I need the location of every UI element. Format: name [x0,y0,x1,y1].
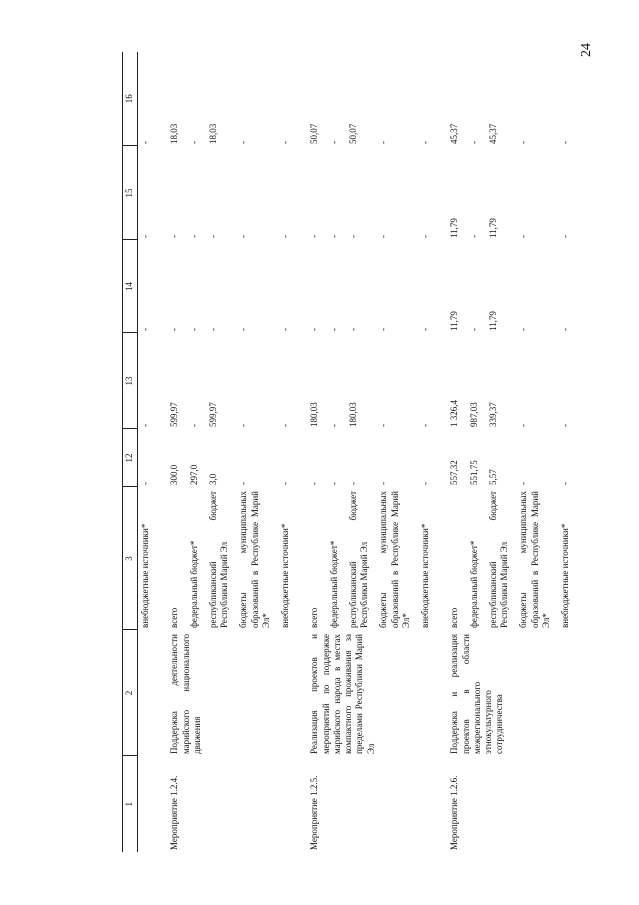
value-cell: - [140,424,150,427]
column-header: 14 [123,240,138,333]
measure-name-cell: Реализация проектов и мероприятий по поддержке марийского народа в местах компактного проживания за пределами Республики Марий Эл [309,634,376,754]
funding-table [122,52,577,852]
value-cell: - [378,424,389,427]
funding-source-cell: внебюджетные источники* [140,523,150,628]
value-cell: 45,37 [487,123,498,144]
value-cell: - [140,235,150,238]
value-cell: - [560,235,570,238]
spacer-cell [437,52,447,852]
value-cell: - [140,141,150,144]
value-cell: - [518,482,529,485]
value-cell: - [280,424,290,427]
funding-source-cell: бюджеты муниципальных образований в Республике Марий Эл* [238,491,271,628]
value-cell: 50,07 [309,123,320,144]
value-cell: 3,0 [207,473,218,485]
value-cell: - [328,328,339,331]
empty-cell [138,756,158,852]
value-cell: 11,79 [487,311,498,331]
value-cell: - [420,328,430,331]
value-cell: - [328,482,339,485]
value-cell: - [420,141,430,144]
value-cell: 180,03 [309,402,320,427]
value-cell: 551,75 [468,460,479,485]
value-cell: - [518,235,529,238]
rotated-table-container [122,52,627,852]
column-header: 3 [123,487,138,630]
value-cell: - [468,235,479,238]
value-cell: 11,79 [487,218,498,238]
funding-source-cell: внебюджетные источники* [420,523,430,628]
value-cell: - [378,235,389,238]
value-cell: - [378,328,389,331]
value-cell: 18,03 [207,123,218,144]
value-cell: - [560,482,570,485]
value-cell: - [280,482,290,485]
value-cell: 50,07 [347,123,358,144]
funding-source-cell: республиканский бюджет Республики Марий Эл [487,491,509,628]
table-header [123,52,138,852]
value-cell: - [560,328,570,331]
value-cell: - [169,235,180,238]
table-row [138,52,158,852]
table-row [167,52,186,852]
value-cell: - [309,328,320,331]
value-cell: - [238,141,249,144]
value-cell: - [188,141,199,144]
value-cell: 557,32 [449,460,460,485]
value-cell: - [140,482,150,485]
spacer-row [437,52,447,852]
value-cell: 599,97 [207,402,218,427]
value-cell: 45,37 [449,123,460,144]
value-cell: - [328,235,339,238]
value-cell: - [468,141,479,144]
funding-source-cell: внебюджетные источники* [560,523,570,628]
value-cell: - [420,424,430,427]
value-cell: - [207,328,218,331]
value-cell: - [420,235,430,238]
funding-source-cell: всего [169,607,180,628]
empty-cell [138,630,158,756]
column-header: 16 [123,52,138,146]
value-cell: - [328,141,339,144]
value-cell: - [347,235,358,238]
value-cell: 11,79 [449,218,460,238]
measure-code-cell: Мероприятие 1.2.4. [169,775,180,850]
value-cell: - [347,482,358,485]
value-cell: - [518,424,529,427]
value-cell: - [560,141,570,144]
measure-name-cell: Поддержка деятельности марийского национального движения [169,634,202,754]
funding-source-cell: федеральный бюджет* [328,540,339,628]
value-cell: - [238,424,249,427]
column-header: 13 [123,333,138,429]
spacer-row [297,52,307,852]
value-cell: - [238,235,249,238]
value-cell: 11,79 [449,311,460,331]
value-cell: - [169,328,180,331]
value-cell: - [378,482,389,485]
page-number: 24 [579,43,594,57]
table-row [447,52,466,852]
value-cell: - [347,328,358,331]
value-cell: - [207,235,218,238]
value-cell: - [280,141,290,144]
funding-source-cell: бюджеты муниципальных образований в Республике Марий Эл* [518,491,551,628]
value-cell: - [420,482,430,485]
value-cell: - [188,328,199,331]
value-cell: - [188,235,199,238]
value-cell: 18,03 [169,123,180,144]
value-cell: - [238,482,249,485]
funding-source-cell: бюджеты муниципальных образований в Республике Марий Эл* [378,491,411,628]
measure-code-cell: Мероприятие 1.2.5. [309,775,320,850]
funding-source-cell: республиканский бюджет Республики Марий Эл [347,491,369,628]
value-cell: 1 326,4 [449,400,460,427]
column-header: 15 [123,146,138,240]
value-cell: 180,03 [347,402,358,427]
value-cell: - [560,424,570,427]
value-cell: - [188,424,199,427]
column-header: 12 [123,429,138,487]
column-header: 1 [123,756,138,852]
measure-code-cell: Мероприятие 1.2.6. [449,775,460,850]
value-cell: - [238,328,249,331]
value-cell: 339,37 [487,402,498,427]
funding-source-cell: федеральный бюджет* [468,540,479,628]
value-cell: 5,57 [487,469,498,485]
value-cell: - [309,482,320,485]
value-cell: 599,97 [169,402,180,427]
value-cell: 297,0 [188,464,199,485]
value-cell: - [140,328,150,331]
value-cell: - [280,328,290,331]
value-cell: 300,0 [169,464,180,485]
spacer-row [157,52,167,852]
value-cell: - [518,328,529,331]
table-body [138,52,578,852]
funding-source-cell: республиканский бюджет Республики Марий Эл [207,491,229,628]
value-cell: - [309,235,320,238]
value-cell: - [468,328,479,331]
value-cell: - [328,424,339,427]
value-cell: - [378,141,389,144]
funding-source-cell: всего [309,607,320,628]
value-cell: 987,03 [468,402,479,427]
value-cell: - [518,141,529,144]
funding-source-cell: всего [449,607,460,628]
spacer-cell [157,52,167,852]
funding-source-cell: федеральный бюджет* [188,540,199,628]
header-row [123,52,138,852]
column-header: 2 [123,630,138,756]
funding-source-cell: внебюджетные источники* [280,523,290,628]
table-row [307,52,326,852]
measure-name-cell: Поддержка и реализация проектов в области межрегионального этнокультурного сотрудничества [449,634,505,754]
spacer-cell [297,52,307,852]
value-cell: - [280,235,290,238]
